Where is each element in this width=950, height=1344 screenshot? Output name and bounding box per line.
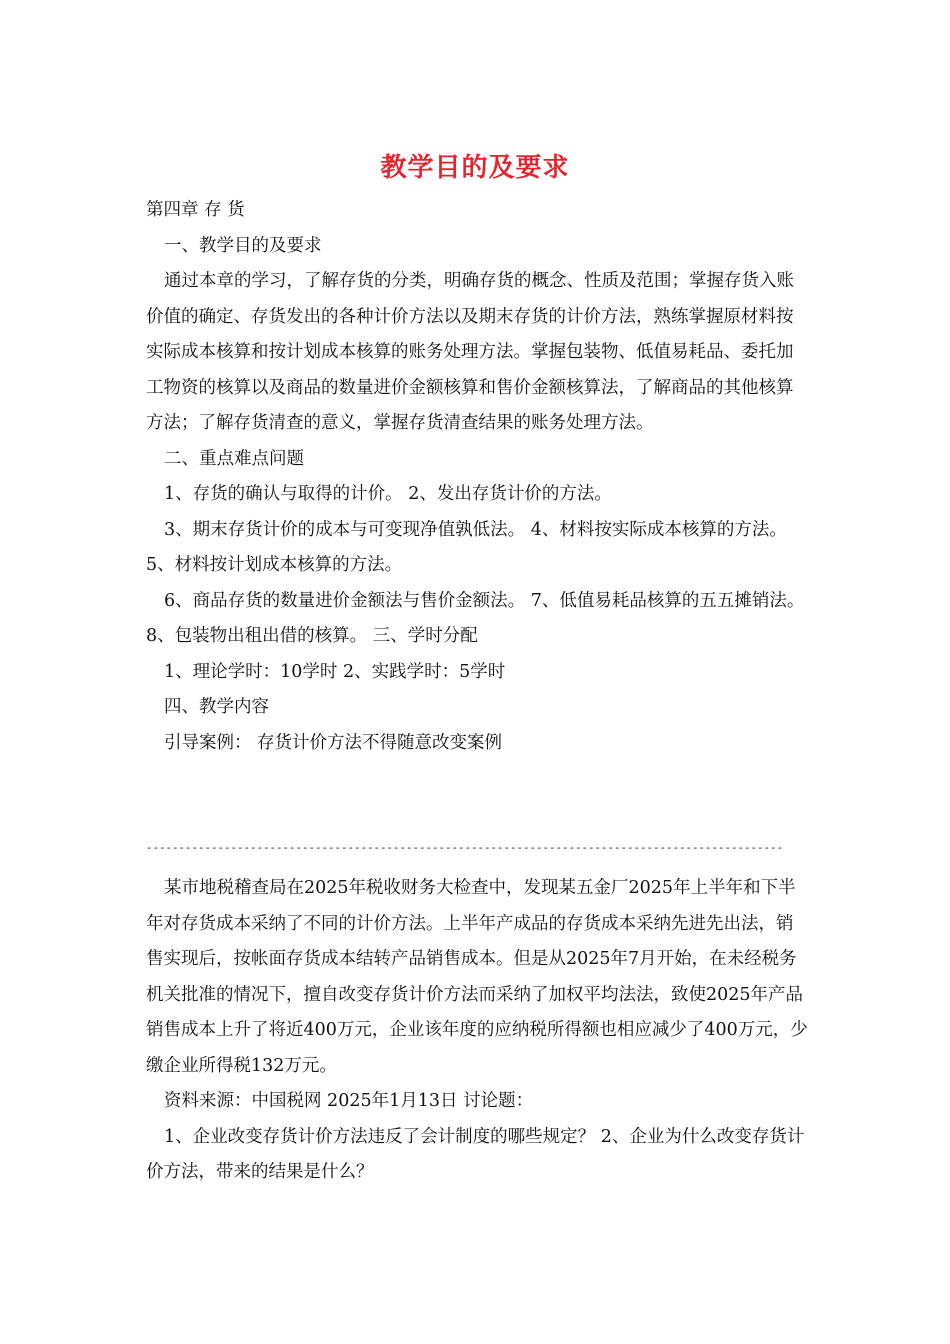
section-heading-key-issues: 二、重点难点问题: [164, 448, 304, 469]
case-intro-line: 引导案例： 存货计价方法不得随意改变案例: [164, 732, 503, 753]
key-issues-line-3: 6、商品存货的数量进价金额法与售价金额法。 7、低值易耗品核算的五五摊销法。 8、包装物出租出借的核算。 三、学时分配: [146, 590, 805, 646]
source-line: 资料来源：中国税网 2025年1月13日 讨论题：: [164, 1091, 534, 1111]
case-paragraph: 某市地税稽查局在2025年税收财务大检查中，发现某五金厂2025年上半年和下半年对存货成本采纳了不同的计价方法。上半年产成品的存货成本采纳先进先出法，销售实现后，按帐面存货成本结转产品销售成本。但是从2025年7月开始，在未经税务机关批准的情况下，擅自改变存货计价方法而采纳了加权平均法法，致使2025年产品销售成本上升了将近400万元，企业该年度的应纳税所得额也相应减少了400万元，少缴企业所得税132万元。: [146, 878, 808, 1076]
objectives-paragraph: 通过本章的学习，了解存货的分类，明确存货的概念、性质及范围；掌握存货入账价值的确定、存货发出的各种计价方法以及期末存货的计价方法，熟练掌握原材料按实际成本核算和按计划成本核算的账务处理方法。掌握包装物、低值易耗品、委托加工物资的核算以及商品的数量进价金额核算和售价金额核算法，了解商品的其他核算方法；了解存货清查的意义，掌握存货清查结果的账务处理方法。: [146, 271, 794, 433]
class-hours-line: 1、理论学时：10学时 2、实践学时：5学时: [164, 661, 506, 682]
key-issues-line-2: 3、期末存货计价的成本与可变现净值孰低法。 4、材料按实际成本核算的方法。 5、材料按计划成本核算的方法。: [146, 519, 787, 575]
document-title: 教学目的及要求: [380, 153, 570, 183]
document-body-upper: [146, 193, 810, 761]
chapter-heading: 第四章 存 货: [146, 200, 245, 220]
key-issues-line-1: 1、存货的确认与取得的计价。 2、发出存货计价的方法。: [164, 484, 612, 504]
discussion-questions: 1、企业改变存货计价方法违反了会计制度的哪些规定？ 2、企业为什么改变存货计价方法，带来的结果是什么？: [146, 1126, 805, 1182]
section-heading-objectives: 一、教学目的及要求: [164, 235, 322, 256]
section-heading-content: 四、教学内容: [164, 697, 269, 717]
separator-line: --------------------------------------------------------------------------------------------------: [146, 841, 784, 854]
document-body-lower: [146, 871, 810, 1191]
